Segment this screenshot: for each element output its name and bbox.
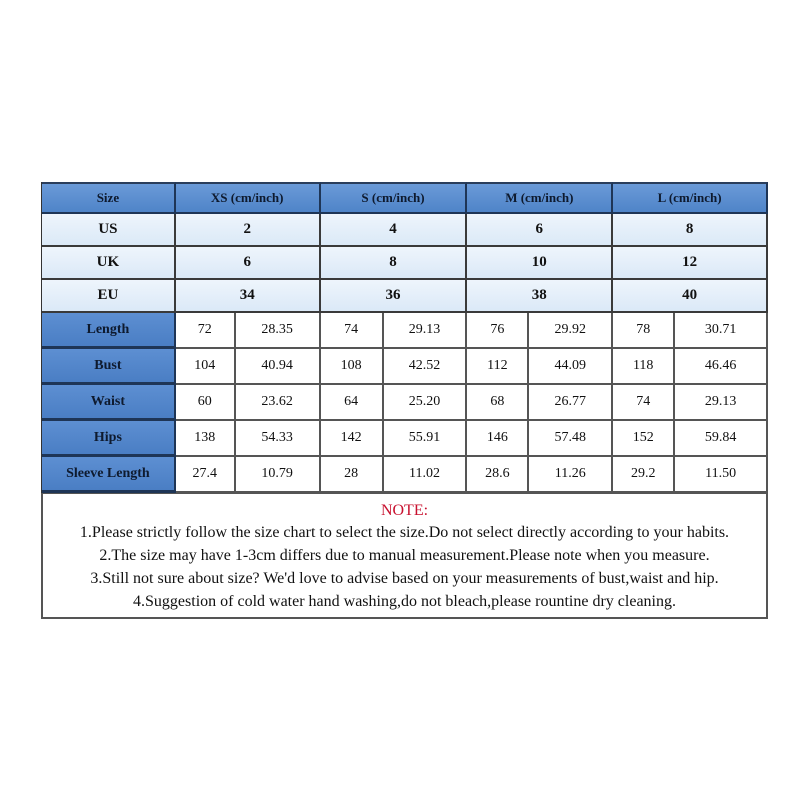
table-cell: 40 [613, 280, 768, 313]
table-cell: 34 [176, 280, 321, 313]
table-cell: 78 [613, 313, 675, 349]
table-cell: 108 [321, 349, 384, 385]
table-cell: 74 [613, 385, 675, 421]
header-m: M (cm/inch) [467, 182, 613, 214]
conversion-row-us [41, 214, 768, 247]
table-cell: 4 [321, 214, 468, 247]
table-cell: 72 [176, 313, 236, 349]
table-cell: 40.94 [236, 349, 321, 385]
table-cell: 12 [613, 247, 768, 280]
table-cell: 11.02 [384, 457, 468, 493]
conversion-row-uk [41, 247, 768, 280]
table-cell: 64 [321, 385, 384, 421]
row-label: Sleeve Length [42, 457, 176, 493]
row-label: UK [42, 247, 176, 280]
table-cell: 112 [467, 349, 529, 385]
size-chart [41, 182, 768, 619]
table-cell: 68 [467, 385, 529, 421]
measurement-row-hips [41, 421, 768, 457]
measurement-row-sleeve-length [41, 457, 768, 493]
table-cell: 54.33 [236, 421, 321, 457]
table-cell: 10 [467, 247, 613, 280]
table-cell: 29.2 [613, 457, 675, 493]
table-cell: 55.91 [384, 421, 468, 457]
table-cell: 38 [467, 280, 613, 313]
header-size: Size [42, 182, 176, 214]
table-cell: 74 [321, 313, 384, 349]
row-label: Length [42, 313, 176, 349]
table-cell: 142 [321, 421, 384, 457]
table-cell: 11.50 [675, 457, 768, 493]
table-cell: 76 [467, 313, 529, 349]
conversion-row-eu [41, 280, 768, 313]
row-label: Hips [42, 421, 176, 457]
measurement-row-bust [41, 349, 768, 385]
note-line: 2.The size may have 1-3cm differs due to manual measurement.Please note when you measure. [99, 547, 710, 564]
table-cell: 6 [176, 247, 321, 280]
note-line: 3.Still not sure about size? We'd love to advise based on your measurements of bust,waist and hip. [90, 570, 719, 587]
table-cell: 60 [176, 385, 236, 421]
table-cell: 138 [176, 421, 236, 457]
header-l: L (cm/inch) [613, 182, 768, 214]
header-row [41, 182, 768, 214]
row-label: Waist [42, 385, 176, 421]
table-cell: 29.13 [675, 385, 768, 421]
table-cell: 10.79 [236, 457, 321, 493]
table-cell: 6 [467, 214, 613, 247]
table-cell: 152 [613, 421, 675, 457]
row-label: US [42, 214, 176, 247]
row-label: Bust [42, 349, 176, 385]
note-line: 4.Suggestion of cold water hand washing,do not bleach,please rountine dry cleaning. [133, 593, 676, 610]
table-cell: 28 [321, 457, 384, 493]
table-cell: 23.62 [236, 385, 321, 421]
table-cell: 26.77 [529, 385, 613, 421]
table-cell: 8 [613, 214, 768, 247]
table-cell: 118 [613, 349, 675, 385]
row-label: EU [42, 280, 176, 313]
table-cell: 2 [176, 214, 321, 247]
note-box [41, 493, 768, 619]
table-cell: 59.84 [675, 421, 768, 457]
header-s: S (cm/inch) [321, 182, 468, 214]
table-cell: 42.52 [384, 349, 468, 385]
table-cell: 11.26 [529, 457, 613, 493]
table-cell: 8 [321, 247, 468, 280]
table-cell: 104 [176, 349, 236, 385]
table-cell: 30.71 [675, 313, 768, 349]
table-cell: 36 [321, 280, 468, 313]
note-title: NOTE: [380, 502, 429, 519]
table-cell: 146 [467, 421, 529, 457]
header-xs: XS (cm/inch) [176, 182, 321, 214]
table-cell: 25.20 [384, 385, 468, 421]
measurement-row-length [41, 313, 768, 349]
note-line: 1.Please strictly follow the size chart to select the size.Do not select directly according to your habits. [79, 524, 730, 541]
table-cell: 27.4 [176, 457, 236, 493]
table-cell: 46.46 [675, 349, 768, 385]
table-cell: 28.35 [236, 313, 321, 349]
table-cell: 44.09 [529, 349, 613, 385]
table-cell: 29.13 [384, 313, 468, 349]
table-cell: 29.92 [529, 313, 613, 349]
table-cell: 57.48 [529, 421, 613, 457]
measurement-row-waist [41, 385, 768, 421]
table-cell: 28.6 [467, 457, 529, 493]
